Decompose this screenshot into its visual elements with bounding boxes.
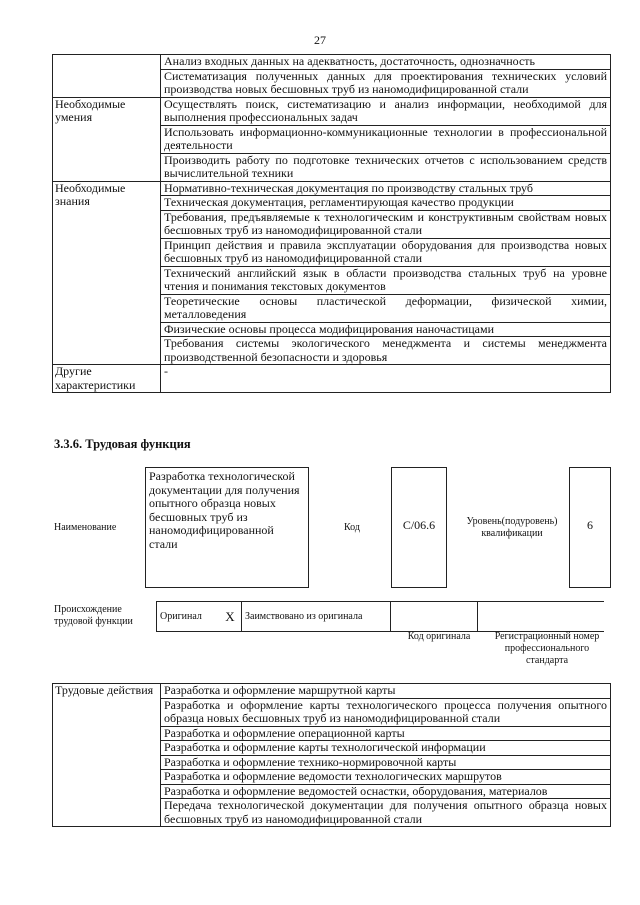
action-item: Разработка и оформление маршрутной карты [161, 684, 611, 699]
table-row [53, 365, 611, 393]
knowledge-item: Технический английский язык в области производства стальных труб на уровне чтения и понимания текстовых документов [161, 266, 611, 294]
table-row [53, 55, 611, 70]
knowledge-item: Техническая документация, регламентирующая качество продукции [161, 196, 611, 211]
origin-code-caption: Код оригинала [407, 631, 471, 642]
continued-cell: Систематизация полученных данных для проектирования технических условий производства новых бесшовных труб из наномодифицированной стали [161, 69, 611, 97]
table-row [53, 97, 611, 125]
origin-reg-cell [478, 602, 605, 632]
skills-label: Необходимые умения [53, 97, 161, 181]
characteristics-table [52, 54, 611, 393]
knowledge-item: Принцип действия и правила эксплуатации оборудования для производства новых бесшовных труб из наномодифицированной стали [161, 238, 611, 266]
knowledge-label: Необходимые знания [53, 181, 161, 365]
actions-label: Трудовые действия [53, 684, 161, 827]
skill-item: Осуществлять поиск, систематизацию и анализ информации, необходимой для выполнения профессиональных задач [161, 97, 611, 125]
action-item: Разработка и оформление ведомости технологических маршрутов [161, 770, 611, 785]
function-name-label: Наименование [54, 522, 117, 533]
origin-table [156, 601, 604, 632]
origin-mark: X [219, 602, 242, 632]
other-value: - [161, 365, 611, 393]
action-item: Разработка и оформление карты технологической информации [161, 741, 611, 756]
function-code-label: Код [344, 522, 360, 533]
page-number: 27 [314, 33, 326, 47]
section-heading: 3.3.6. Трудовая функция [54, 437, 191, 451]
action-item: Передача технологической документации для получения опытного образца новых бесшовных труб из наномодифицированной стали [161, 799, 611, 827]
knowledge-item: Физические основы процесса модифицирования наночастицами [161, 322, 611, 337]
action-item: Разработка и оформление операционной карты [161, 726, 611, 741]
origin-reg-caption: Регистрационный номер профессионального стандарта [494, 631, 600, 666]
continued-label-cell [53, 55, 161, 98]
continued-cell: Анализ входных данных на адекватность, достаточность, однозначность [161, 55, 611, 70]
table-row [157, 602, 605, 632]
skill-item: Производить работу по подготовке технических отчетов с использованием средств вычислительной техники [161, 153, 611, 181]
action-item: Разработка и оформление ведомостей оснастки, оборудования, материалов [161, 784, 611, 799]
function-name-value: Разработка технологической документации для получения опытного образца новых бесшовных труб из наномодифицированной стали [145, 467, 309, 588]
action-item: Разработка и оформление технико-нормировочной карты [161, 755, 611, 770]
origin-label: Происхождение трудовой функции [54, 604, 133, 627]
other-label: Другие характеристики [53, 365, 161, 393]
actions-table [52, 683, 611, 827]
function-code-value: C/06.6 [391, 467, 447, 588]
knowledge-item: Теоретические основы пластической деформации, физической химии, металловедения [161, 294, 611, 322]
table-row [53, 684, 611, 699]
function-level-label: Уровень(подуровень) квалификации [466, 516, 558, 539]
table-row [53, 181, 611, 196]
skill-item: Использовать информационно-коммуникационные технологии в профессиональной деятельности [161, 125, 611, 153]
knowledge-item: Требования, предъявляемые к технологическим и конструктивным свойствам новых бесшовных труб из наномодифицированной стали [161, 210, 611, 238]
knowledge-item: Требования системы экологического менеджмента и системы менеджмента производственной безопасности и здоровья [161, 337, 611, 365]
action-item: Разработка и оформление карты технологического процесса получения опытного образца новых бесшовных труб из наномодифицированной стали [161, 698, 611, 726]
origin-borrowed: Заимствовано из оригинала [242, 602, 391, 632]
function-level-value: 6 [569, 467, 611, 588]
origin-code-cell [391, 602, 478, 632]
knowledge-item: Нормативно-техническая документация по производству стальных труб [161, 181, 611, 196]
origin-original: Оригинал [157, 602, 220, 632]
